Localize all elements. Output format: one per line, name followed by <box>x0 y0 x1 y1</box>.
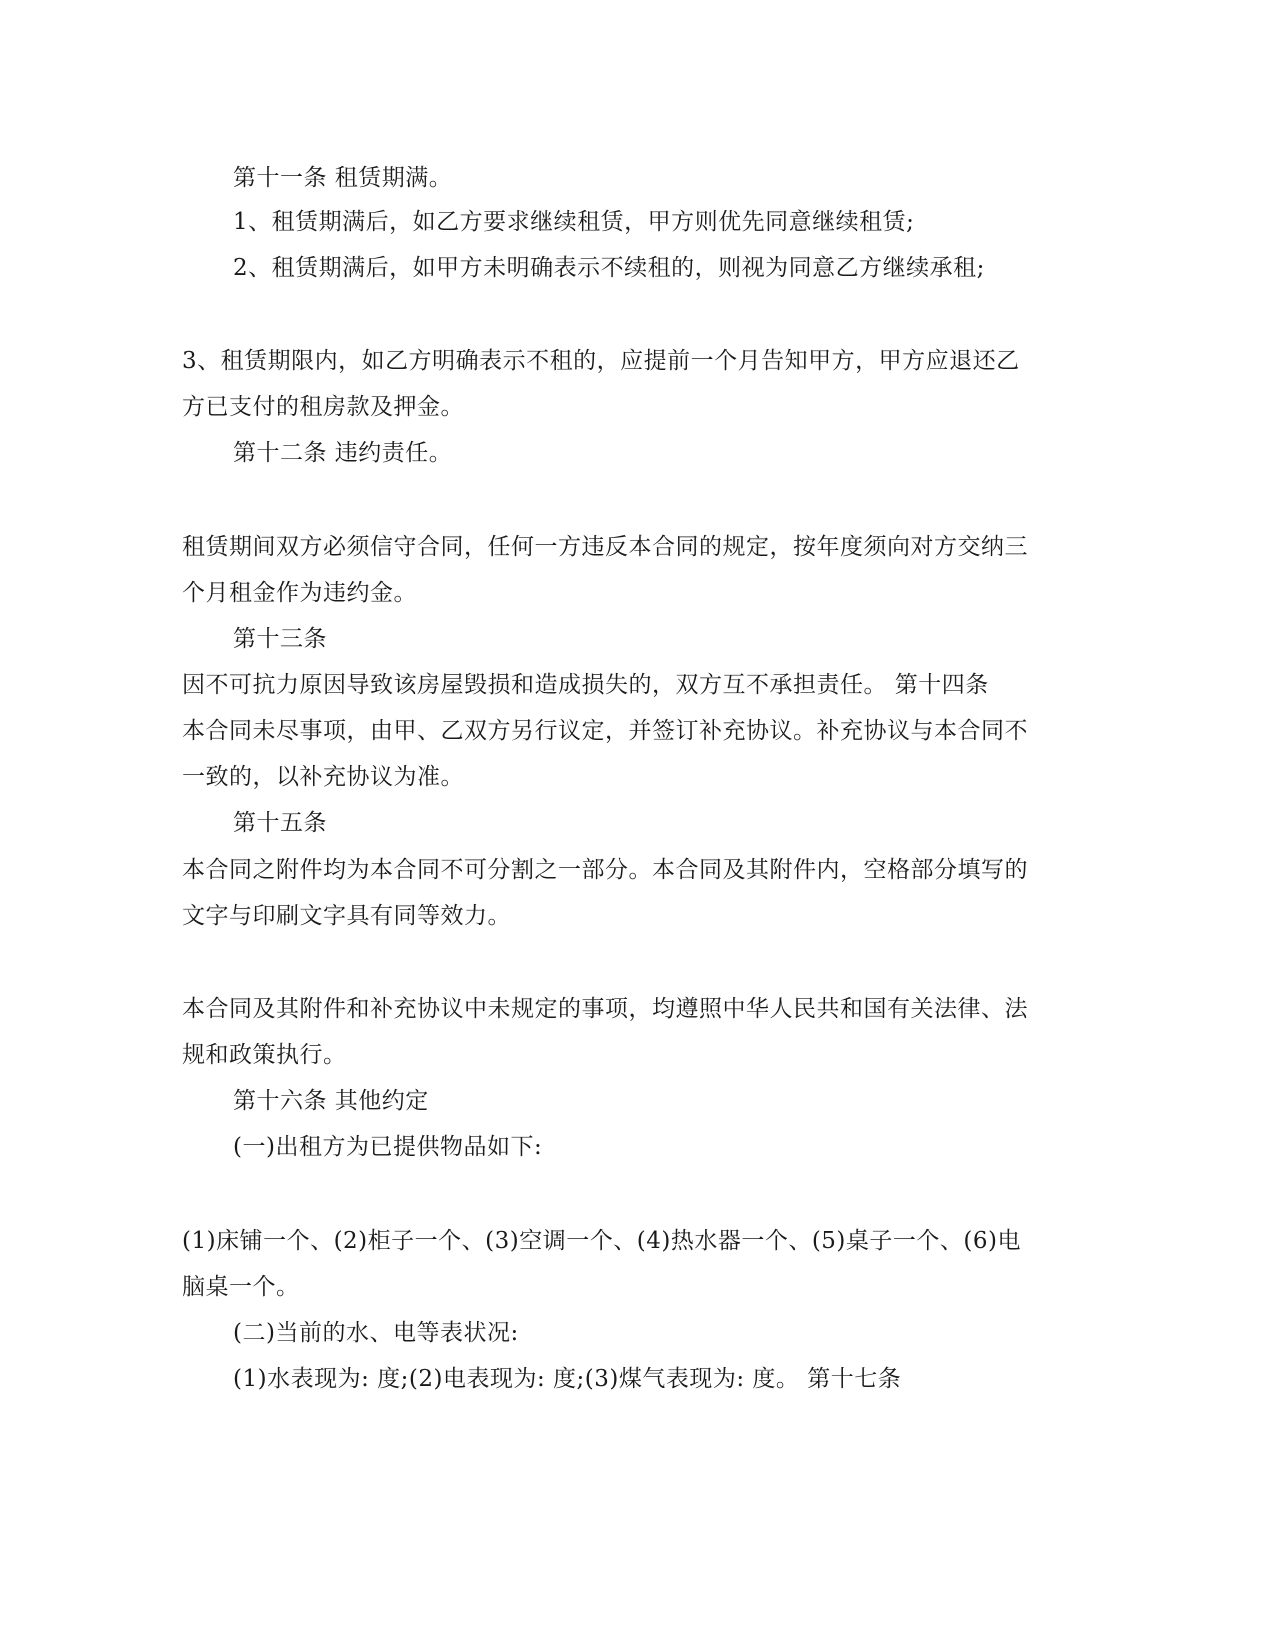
article-13-heading: 第十三条 <box>233 626 327 652</box>
article-14-text-line-2: 一致的，以补充协议为准。 <box>182 764 464 790</box>
article-12-heading: 第十二条 违约责任。 <box>233 440 453 466</box>
article-13-text: 因不可抗力原因导致该房屋毁损和造成损失的，双方互不承担责任。 第十四条 <box>182 672 989 698</box>
article-16-items-line-2: 脑桌一个。 <box>182 1274 300 1300</box>
article-12-text-line-1: 租赁期间双方必须信守合同，任何一方违反本合同的规定，按年度须向对方交纳三 <box>182 534 1028 560</box>
article-14-text-line-1: 本合同未尽事项，由甲、乙双方另行议定，并签订补充协议。补充协议与本合同不 <box>182 718 1028 744</box>
article-16-heading: 第十六条 其他约定 <box>233 1088 429 1114</box>
article-11-heading: 第十一条 租赁期满。 <box>233 165 453 191</box>
article-12-text-line-2: 个月租金作为违约金。 <box>182 580 417 606</box>
article-16-item-2-heading: (二)当前的水、电等表状况: <box>233 1320 519 1346</box>
article-16-meter-readings: (1)水表现为: 度;(2)电表现为: 度;(3)煤气表现为: 度。 第十七条 <box>233 1366 902 1392</box>
article-11-clause-3-line-1: 3、租赁期限内，如乙方明确表示不租的，应提前一个月告知甲方，甲方应退还乙 <box>182 348 1020 374</box>
article-15-text-line-4: 规和政策执行。 <box>182 1042 347 1068</box>
article-11-clause-2: 2、租赁期满后，如甲方未明确表示不续租的，则视为同意乙方继续承租; <box>233 255 985 281</box>
article-16-items-line-1: (1)床铺一个、(2)柜子一个、(3)空调一个、(4)热水器一个、(5)桌子一个、(6)电 <box>182 1228 1021 1254</box>
article-15-heading: 第十五条 <box>233 810 327 836</box>
article-15-text-line-2: 文字与印刷文字具有同等效力。 <box>182 903 511 929</box>
article-11-clause-1: 1、租赁期满后，如乙方要求继续租赁，甲方则优先同意继续租赁; <box>233 209 915 235</box>
article-15-text-line-1: 本合同之附件均为本合同不可分割之一部分。本合同及其附件内，空格部分填写的 <box>182 857 1028 883</box>
article-16-item-1-heading: (一)出租方为已提供物品如下: <box>233 1134 543 1160</box>
article-15-text-line-3: 本合同及其附件和补充协议中未规定的事项，均遵照中华人民共和国有关法律、法 <box>182 996 1028 1022</box>
article-11-clause-3-line-2: 方已支付的租房款及押金。 <box>182 394 464 420</box>
